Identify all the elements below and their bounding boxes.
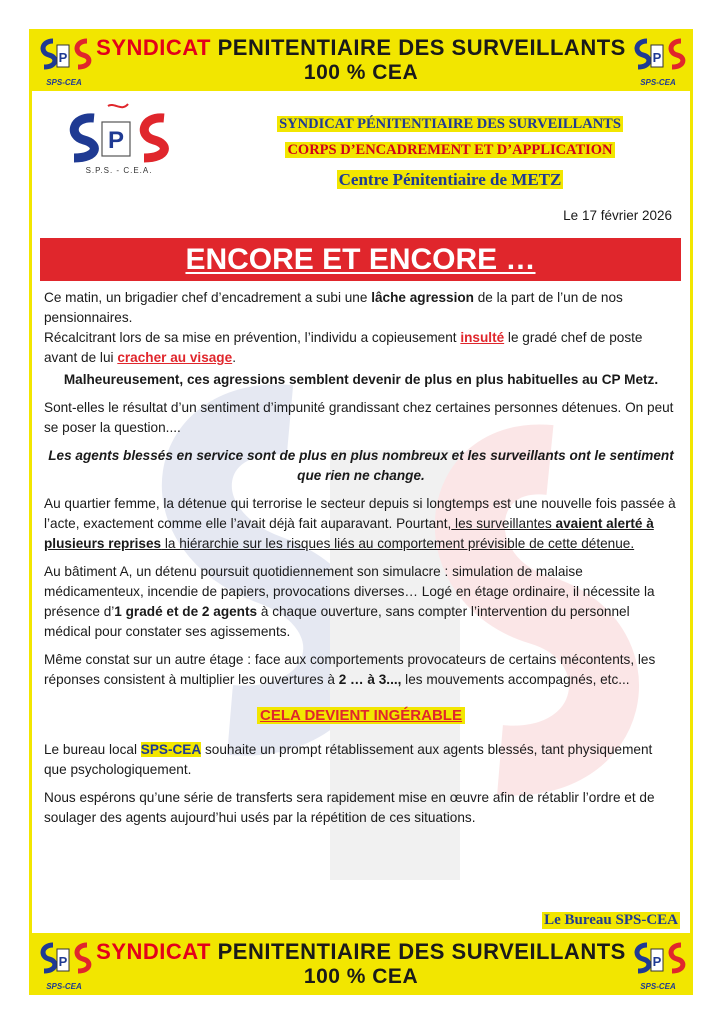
sps-main-logo bbox=[58, 100, 180, 184]
logo-caption: SPS-CEA bbox=[46, 982, 82, 991]
svg-text:P: P bbox=[652, 50, 662, 65]
paragraph-3: Malheureusement, ces agressions semblent devenir de plus en plus habituelles au CP Metz. bbox=[63, 372, 659, 387]
logo-caption: SPS-CEA bbox=[640, 78, 676, 87]
paragraph-2: Récalcitrant lors de sa mise en prévention, l’individu a copieusement insulté le gradé chef de poste avant de lui cracher au visage. bbox=[44, 330, 643, 365]
paragraph-1: Ce matin, un brigadier chef d’encadrement a subi une lâche agression de la part de l’un de nos pensionnaires. bbox=[44, 290, 623, 325]
banner-title-rest: PENITENTIAIRE DES SURVEILLANTS bbox=[217, 35, 626, 60]
paragraph-6: Au quartier femme, la détenue qui terrorise le secteur depuis si longtemps est une nouvelle fois passée à l’acte, exactement comme elle l’avait déjà fait auparavant. Pourtant, les surveillantes avaient alerté à plusieurs reprises la hiérarchie sur les risques liés au comportement prévisible de cette détenue. bbox=[44, 496, 676, 551]
top-banner bbox=[29, 29, 693, 91]
main-logo-caption: S.P.S. - C.E.A. bbox=[85, 166, 153, 175]
logo-caption: SPS-CEA bbox=[46, 78, 82, 87]
alert-heading: CELA DEVIENT INGÉRABLE bbox=[44, 706, 678, 726]
document-date: Le 17 février 2026 bbox=[563, 208, 672, 223]
paragraph-8: Même constat sur un autre étage : face aux comportements provocateurs de certains mécontents, les réponses consistent à multiplier les ouvertures à 2 … à 3..., les mouvements accompagnés, etc... bbox=[44, 652, 656, 687]
banner-title bbox=[29, 35, 693, 61]
logo-caption: SPS-CEA bbox=[640, 982, 676, 991]
paragraph-10: Nous espérons qu’une série de transferts sera rapidement mise en œuvre afin de rétablir l’ordre et de soulager des agents aujourd’hui usés par la répétition de ces situations. bbox=[44, 790, 655, 825]
signature: Le Bureau SPS-CEA bbox=[544, 912, 678, 928]
svg-text:P: P bbox=[58, 954, 68, 969]
title-bar bbox=[40, 238, 681, 281]
banner-word-red: SYNDICAT bbox=[96, 939, 211, 964]
header-corps: CORPS D’ENCADREMENT ET D’APPLICATION bbox=[287, 142, 613, 158]
bottom-banner bbox=[29, 933, 693, 995]
banner-title-rest: PENITENTIAIRE DES SURVEILLANTS bbox=[217, 939, 626, 964]
svg-text:P: P bbox=[107, 127, 125, 154]
header-centre: Centre Pénitentiaire de METZ bbox=[338, 170, 562, 189]
paragraph-4: Sont-elles le résultat d’un sentiment d’impunité grandissant chez certaines personnes détenues. On peut se poser la question.... bbox=[44, 400, 674, 435]
paragraph-5: Les agents blessés en service sont de plus en plus nombreux et les surveillants ont le sentiment que rien ne change. bbox=[48, 448, 674, 483]
banner-subtitle: 100 % CEA bbox=[303, 965, 419, 988]
svg-text:P: P bbox=[652, 954, 662, 969]
sps-logo-top-right bbox=[629, 33, 687, 87]
banner-subtitle: 100 % CEA bbox=[303, 61, 419, 84]
banner-word-red: SYNDICAT bbox=[96, 35, 211, 60]
sps-logo-bottom-right bbox=[629, 937, 687, 991]
svg-text:P: P bbox=[58, 50, 68, 65]
document-body bbox=[44, 288, 678, 836]
header-union-name: SYNDICAT PÉNITENTIAIRE DES SURVEILLANTS bbox=[279, 116, 621, 132]
banner-title bbox=[29, 939, 693, 965]
document-title: ENCORE ET ENCORE … bbox=[185, 243, 536, 276]
paragraph-9: Le bureau local SPS-CEA souhaite un prompt rétablissement aux agents blessés, tant physiquement que psychologiquement. bbox=[44, 742, 653, 777]
paragraph-7: Au bâtiment A, un détenu poursuit quotidiennement son simulacre : simulation de malaise médicamenteux, incendie de papiers, provocations diverses… Logé en étage ordinaire, il nécessite la présence d’1 gradé et de 2 agents à chaque ouverture, sans compter l’intervention du personnel médical pour constater ses agissements. bbox=[44, 564, 655, 639]
